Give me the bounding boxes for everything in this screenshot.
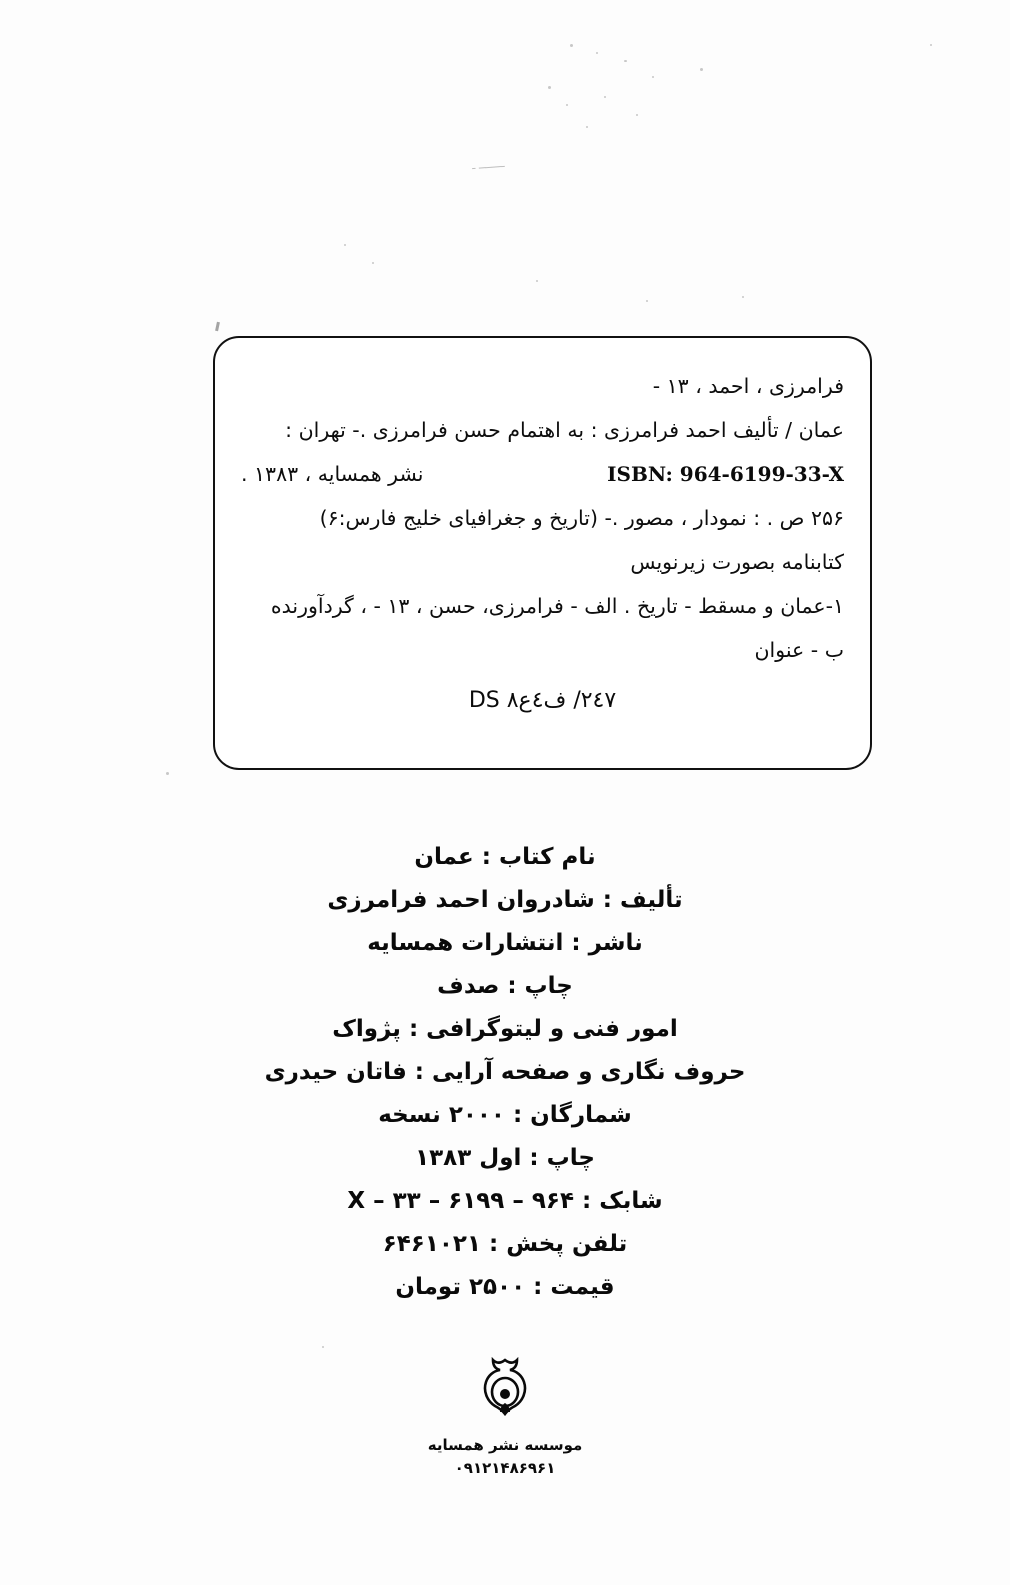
scan-speckle (372, 262, 374, 264)
colophon-isbn: شابک : X – ۳۳ – ۶۱۹۹ – ۹۶۴ (347, 1188, 663, 1214)
colophon-distribution-phone: تلفن پخش : ۶۴۶۱۰۲۱ (382, 1231, 628, 1257)
colophon-lithography: امور فنی و لیتوگرافی : پژواک (332, 1016, 678, 1042)
colophon-book-title: نام کتاب : عمان (414, 844, 596, 870)
cip-line-author: فرامرزی ، احمد ، ۱۳ - (652, 374, 844, 398)
colophon-block (0, 836, 1010, 1309)
call-number: DS ٢٤٧/ ف٤ع٨ (468, 688, 617, 713)
scan-speckle (742, 296, 744, 298)
cip-line-physical-description: ۲۵۶ ص . : نمودار ، مصور .- (تاریخ و جغرافیای خلیج فارس:۶) (319, 506, 844, 530)
scan-speckle (570, 44, 573, 47)
scan-speckle (166, 772, 169, 775)
colophon-edition: چاپ : اول ۱۳۸۳ (415, 1145, 595, 1171)
scan-speckle (566, 104, 568, 106)
scan-speckle (596, 52, 598, 54)
colophon-price: قیمت : ۲۵۰۰ تومان (395, 1274, 615, 1300)
cip-line-title-statement: عمان / تألیف احمد فرامرزی : به اهتمام حسن فرامرزی .- تهران : (285, 418, 844, 442)
publisher-footer (0, 1356, 1010, 1477)
colophon-printer: چاپ : صدف (437, 973, 573, 999)
isbn-label: ISBN: 964-6199-33-X (607, 462, 844, 486)
scan-speckle (930, 44, 932, 46)
scan-speckle (604, 96, 606, 98)
publisher-name: موسسه نشر همسایه (427, 1436, 583, 1454)
scan-speckle (700, 68, 703, 71)
scan-speckle (636, 114, 638, 116)
publisher-ornament-icon (0, 1356, 1010, 1428)
cip-line-subject-headings: ۱-عمان و مسقط - تاریخ . الف - فرامرزی، حسن ، ۱۳ - ، گردآورنده (270, 594, 844, 618)
scan-speckle (536, 280, 538, 282)
scan-speckle (548, 86, 551, 89)
cip-box (213, 336, 872, 770)
scan-speckle (322, 1346, 324, 1348)
scan-mark (215, 322, 220, 331)
scan-speckle (624, 60, 627, 62)
publisher-phone: ۰۹۱۲۱۴۸۶۹۶۱ (454, 1459, 556, 1477)
colophon-author: تألیف : شادروان احمد فرامرزی (327, 887, 683, 913)
scan-speckle (586, 126, 588, 128)
scan-speckle (652, 76, 654, 78)
scan-speckle (646, 300, 648, 302)
cip-line-bibliography-note: کتابنامه بصورت زیرنویس (630, 550, 844, 574)
colophon-publisher: ناشر : انتشارات همسایه (367, 930, 643, 956)
cip-row-publisher-isbn (241, 452, 844, 496)
cip-line-added-entry: ب - عنوان (754, 638, 844, 662)
cip-line-publisher: نشر همسایه ، ۱۳۸۳ . (241, 462, 424, 486)
scan-speckle (344, 244, 346, 246)
colophon-typesetting: حروف نگاری و صفحه آرایی : فاتان حیدری (264, 1059, 746, 1085)
colophon-print-run: شمارگان : ۲۰۰۰ نسخه (378, 1102, 632, 1128)
scan-smudge: ــــ‌ـ‌ـ‌ــ ـ (471, 156, 505, 173)
